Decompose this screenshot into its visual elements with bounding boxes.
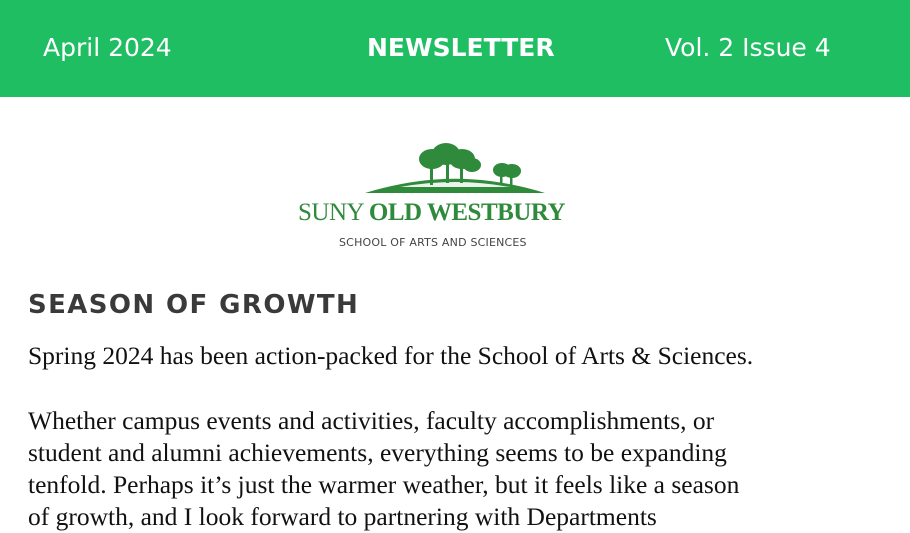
body-line: student and alumni achievements, everything seems to be expanding xyxy=(28,438,727,467)
intro-paragraph: Spring 2024 has been action-packed for the School of Arts & Sciences. xyxy=(28,341,754,370)
issue-number: Vol. 2 Issue 4 xyxy=(665,33,831,62)
logo-wordmark-light: SUNY xyxy=(298,199,369,226)
newsletter-title: NEWSLETTER xyxy=(367,33,555,62)
logo-wordmark xyxy=(298,199,610,227)
article-heading: SEASON OF GROWTH xyxy=(28,290,360,320)
issue-date: April 2024 xyxy=(43,33,172,62)
tree-hill-logo-icon xyxy=(360,143,550,197)
logo-wordmark-bold: OLD WESTBURY xyxy=(368,199,566,226)
body-line: Whether campus events and activities, faculty accomplishments, or xyxy=(28,406,715,435)
body-line: of growth, and I look forward to partnering with Departments xyxy=(28,502,657,531)
logo-subtitle: SCHOOL OF ARTS AND SCIENCES xyxy=(339,236,527,249)
body-line: tenfold. Perhaps it’s just the warmer weather, but it feels like a season xyxy=(28,470,740,499)
newsletter-banner xyxy=(0,0,910,97)
body-paragraph xyxy=(28,405,898,533)
